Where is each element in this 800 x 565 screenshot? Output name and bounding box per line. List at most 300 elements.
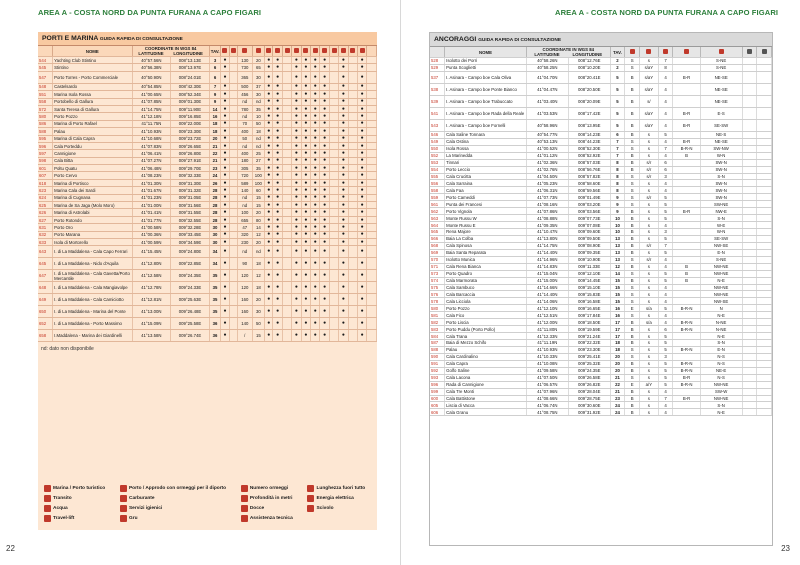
icon-header-lunghezza <box>252 46 265 57</box>
table-row <box>430 340 772 347</box>
row-name: Tinnari <box>445 159 527 166</box>
row-tav: 20 <box>610 367 625 374</box>
table-row <box>430 409 772 416</box>
row-name: I. di La Maddalena - Cala Camiciotto <box>53 294 132 306</box>
row-profondita: 5 <box>658 381 673 388</box>
row-servizi: ● <box>311 258 320 270</box>
row-fondale: B <box>625 319 640 326</box>
row-transito: ● <box>265 231 273 238</box>
row-lunghezza: 12 <box>252 231 265 238</box>
row-profondita <box>282 135 291 142</box>
row-esposizione: E-S <box>700 107 742 119</box>
row-profondita: 5 <box>658 333 673 340</box>
row-tav: 8 <box>610 166 625 173</box>
row-carburante: ● <box>273 120 282 127</box>
row-name: Cala Sarraina <box>445 180 527 187</box>
row-tav: 16 <box>610 312 625 319</box>
row-tenuta: s <box>639 340 658 347</box>
row-lon: 009°11.33E <box>568 263 610 270</box>
row-extra <box>757 340 772 347</box>
row-travel-lift: ● <box>339 270 348 282</box>
row-lat: 41°09.58N <box>526 367 568 374</box>
row-assistenza: ● <box>357 202 366 209</box>
row-docce: ● <box>320 113 329 120</box>
legend-label: Acqua <box>53 506 68 511</box>
row-tenuta: s <box>639 152 658 159</box>
row-lat: 41°13.80N <box>526 235 568 242</box>
row-gru <box>348 128 357 135</box>
row-name: Rada di Cannigione <box>445 381 527 388</box>
row-profondita: 5 <box>658 305 673 312</box>
row-tenuta: s/a <box>639 319 658 326</box>
row-carburante: ● <box>273 187 282 194</box>
row-name: Cala Ostina <box>445 138 527 145</box>
row-fondale: B <box>625 83 640 95</box>
row-tav: 8 <box>610 187 625 194</box>
row-scivolo <box>329 306 338 318</box>
row-gru <box>348 294 357 306</box>
row-acqua: ● <box>301 330 310 342</box>
row-travel-lift: ● <box>339 282 348 294</box>
row-docce: ● <box>320 318 329 330</box>
row-extra <box>742 409 757 416</box>
table-row <box>38 179 377 186</box>
row-lon: 009°01.49E <box>568 194 610 201</box>
row-lat: 41°04.50N <box>526 173 568 180</box>
row-number: 545 <box>38 64 53 71</box>
row-lon: 009°28.04E <box>568 388 610 395</box>
row-lat: 40°50.90N <box>132 71 171 83</box>
row-extra <box>367 231 377 238</box>
row-energia: ● <box>292 57 301 64</box>
row-number: 649 <box>38 294 53 306</box>
row-tav: 35 <box>209 282 220 294</box>
row-lon: 009°08.90E <box>568 242 610 249</box>
row-esposizione: NE-SE <box>700 95 742 107</box>
row-servizi <box>673 64 700 71</box>
row-profondita: 6 <box>658 166 673 173</box>
row-tav: 12 <box>610 263 625 270</box>
row-profondita: 7 <box>658 145 673 152</box>
row-number: 598 <box>38 157 53 164</box>
row-travel-lift: ● <box>339 135 348 142</box>
table-row <box>38 318 377 330</box>
row-energia: ● <box>292 150 301 157</box>
row-gru <box>348 209 357 216</box>
row-lunghezza: 80 <box>252 216 265 223</box>
row-docce: ● <box>320 128 329 135</box>
row-fondale: B <box>625 388 640 395</box>
row-scivolo <box>329 64 338 71</box>
row-lunghezza: 15 <box>252 194 265 201</box>
row-lon: 009°25.41E <box>568 353 610 360</box>
row-profondita <box>282 172 291 179</box>
row-tav: 15 <box>610 277 625 284</box>
row-gru <box>348 150 357 157</box>
row-servizi: B-R-N <box>673 360 700 367</box>
row-lon: 009°01.30E <box>171 98 210 105</box>
row-extra <box>757 95 772 107</box>
table-row <box>38 224 377 231</box>
row-carburante: ● <box>273 282 282 294</box>
row-tav: 28 <box>209 202 220 209</box>
row-marina: ● <box>221 318 229 330</box>
row-tav: 8 <box>610 180 625 187</box>
row-lat: 41°12.81N <box>132 294 171 306</box>
row-tav: 13 <box>610 235 625 242</box>
table-row <box>430 159 772 166</box>
row-number: 587 <box>430 340 445 347</box>
row-assistenza: ● <box>357 216 366 223</box>
row-profondita: 4 <box>658 83 673 95</box>
row-tenuta: s <box>639 215 658 222</box>
row-name: Rena Majore <box>445 229 527 236</box>
row-scivolo <box>329 224 338 231</box>
row-approdo <box>229 150 237 157</box>
row-fondale: S <box>625 291 640 298</box>
row-tenuta: s <box>639 395 658 402</box>
row-energia: ● <box>292 64 301 71</box>
row-name: Cala Licciola <box>445 298 527 305</box>
row-tenuta: s/ <box>639 95 658 107</box>
row-esposizione: N-E <box>700 409 742 416</box>
row-carburante: ● <box>273 71 282 83</box>
row-tenuta: s <box>639 58 658 65</box>
row-tav: 26 <box>209 179 220 186</box>
row-profondita: 3 <box>658 173 673 180</box>
row-scivolo <box>329 282 338 294</box>
row-servizi: ● <box>311 64 320 71</box>
row-marina: ● <box>221 71 229 83</box>
row-number: 543 <box>430 119 445 131</box>
row-energia: ● <box>292 98 301 105</box>
row-lat: 41°07.96N <box>526 388 568 395</box>
row-energia: ● <box>292 282 301 294</box>
row-scivolo <box>329 128 338 135</box>
section-subtitle: GUIDA RAPIDA DI CONSULTAZIONE <box>478 38 562 43</box>
row-lon: 009°31.55E <box>171 209 210 216</box>
row-number: 553 <box>430 159 445 166</box>
row-lat: 41°02.76N <box>526 166 568 173</box>
row-fondale: B <box>625 367 640 374</box>
row-assistenza: ● <box>357 209 366 216</box>
row-tav: 24 <box>610 402 625 409</box>
row-energia: ● <box>292 306 301 318</box>
row-approdo <box>229 142 237 149</box>
row-servizi: B-R <box>673 395 700 402</box>
row-approdo <box>229 330 237 342</box>
icon-header-servizi <box>311 46 320 57</box>
row-transito: ● <box>265 282 273 294</box>
row-tenuta: a/Y <box>639 381 658 388</box>
row-extra <box>742 242 757 249</box>
row-tenuta: s <box>639 222 658 229</box>
row-acqua: ● <box>301 318 310 330</box>
row-lunghezza: 12 <box>252 270 265 282</box>
row-tav: 20 <box>610 360 625 367</box>
row-fondale: B <box>625 166 640 173</box>
row-ormeggi: 50 <box>237 135 252 142</box>
row-servizi: ● <box>311 270 320 282</box>
row-assistenza: ● <box>357 165 366 172</box>
row-tav: 28 <box>209 209 220 216</box>
row-gru <box>348 135 357 142</box>
row-gru <box>348 113 357 120</box>
row-ormeggi: 90 <box>237 258 252 270</box>
row-lon: 008°10.20E <box>568 64 610 71</box>
legend-icon <box>241 495 248 502</box>
row-extra <box>367 98 377 105</box>
table-row <box>430 215 772 222</box>
legend-icon <box>120 495 127 502</box>
row-extra <box>757 409 772 416</box>
row-tenuta: s <box>639 333 658 340</box>
row-lat: 41°07.86N <box>526 208 568 215</box>
row-profondita: 5 <box>658 194 673 201</box>
row-marina: ● <box>221 246 229 258</box>
row-profondita: 5 <box>658 346 673 353</box>
row-travel-lift: ● <box>339 187 348 194</box>
row-ormeggi: 589 <box>237 179 252 186</box>
table-row <box>38 270 377 282</box>
row-lon: 009°21.24E <box>568 333 610 340</box>
row-approdo <box>229 172 237 179</box>
row-assistenza: ● <box>357 172 366 179</box>
table-row <box>38 216 377 223</box>
row-name: Marina di Cugnana <box>53 194 132 201</box>
row-tav: 21 <box>610 374 625 381</box>
row-extra <box>757 194 772 201</box>
row-docce: ● <box>320 330 329 342</box>
row-docce: ● <box>320 294 329 306</box>
table-row <box>38 209 377 216</box>
row-extra <box>742 256 757 263</box>
row-lat: 41°11.75N <box>132 120 171 127</box>
row-servizi: ● <box>311 231 320 238</box>
row-servizi <box>673 284 700 291</box>
col-name: NOME <box>445 47 527 58</box>
row-transito: ● <box>265 238 273 245</box>
row-gru <box>348 172 357 179</box>
row-profondita: 6 <box>658 326 673 333</box>
row-number: 586 <box>38 120 53 127</box>
icon-header-marina <box>221 46 229 57</box>
row-servizi <box>673 388 700 395</box>
row-tav: 10 <box>610 215 625 222</box>
col-lat: LATITUDINE <box>534 52 560 57</box>
row-extra <box>367 209 377 216</box>
row-profondita: 4 <box>658 222 673 229</box>
row-energia: ● <box>292 231 301 238</box>
row-marina: ● <box>221 330 229 342</box>
row-lon: 009°26.82E <box>568 381 610 388</box>
row-profondita: 5 <box>658 277 673 284</box>
row-profondita <box>282 246 291 258</box>
row-profondita: 5 <box>658 270 673 277</box>
row-assistenza: ● <box>357 128 366 135</box>
row-tav: 15 <box>610 298 625 305</box>
row-extra <box>367 318 377 330</box>
row-ormeggi: nd <box>237 113 252 120</box>
row-lat: 41°12.18N <box>132 113 171 120</box>
row-tenuta: s/aY <box>639 64 658 71</box>
row-servizi: B-R-N <box>673 381 700 388</box>
row-docce: ● <box>320 258 329 270</box>
row-number: 626 <box>38 209 53 216</box>
row-number: 632 <box>38 231 53 238</box>
row-marina: ● <box>221 172 229 179</box>
row-number: 590 <box>430 353 445 360</box>
row-gru <box>348 105 357 112</box>
row-name: I. Asinara - Campo boe Ponte Bianco <box>445 83 527 95</box>
row-approdo <box>229 246 237 258</box>
table-row <box>38 172 377 179</box>
row-extra <box>757 249 772 256</box>
table-row <box>430 367 772 374</box>
row-extra <box>757 107 772 119</box>
row-lon: 008°14.23E <box>568 131 610 138</box>
row-tav: 28 <box>209 187 220 194</box>
row-servizi: B <box>673 277 700 284</box>
legend-item <box>241 495 302 502</box>
row-transito: ● <box>265 142 273 149</box>
row-lon: 009°22.32E <box>568 340 610 347</box>
row-tenuta: s <box>639 367 658 374</box>
legend-label: Transito <box>53 496 72 501</box>
row-lat: 40°56.38N <box>132 64 171 71</box>
row-servizi: ● <box>311 216 320 223</box>
row-tenuta: s <box>639 291 658 298</box>
table-row <box>430 235 772 242</box>
row-travel-lift: ● <box>339 71 348 83</box>
row-profondita: 3 <box>658 353 673 360</box>
row-servizi <box>673 194 700 201</box>
row-tenuta: s/aY <box>639 71 658 83</box>
table-row <box>430 270 772 277</box>
row-tenuta: s/a <box>639 305 658 312</box>
row-servizi <box>673 173 700 180</box>
row-extra <box>742 298 757 305</box>
row-lon: 009°28.75E <box>568 395 610 402</box>
row-tav: 5 <box>610 107 625 119</box>
row-approdo <box>229 194 237 201</box>
row-tav: 2 <box>610 58 625 65</box>
row-acqua: ● <box>301 105 310 112</box>
row-carburante: ● <box>273 98 282 105</box>
row-lunghezza: 20 <box>252 294 265 306</box>
row-profondita: 4 <box>658 95 673 107</box>
row-fondale: B <box>625 242 640 249</box>
row-esposizione: S-NE <box>700 256 742 263</box>
row-lon: 008°24.01E <box>171 71 210 83</box>
row-extra <box>742 64 757 71</box>
row-carburante: ● <box>273 105 282 112</box>
row-extra <box>367 224 377 231</box>
row-lat: 41°01.41N <box>132 209 171 216</box>
row-lunghezza: 35 <box>252 165 265 172</box>
row-travel-lift: ● <box>339 209 348 216</box>
row-docce: ● <box>320 202 329 209</box>
table-row <box>38 64 377 71</box>
row-lon: 009°09.50E <box>568 235 610 242</box>
row-lon: 009°31.30E <box>171 179 210 186</box>
row-esposizione: N-NE <box>700 319 742 326</box>
row-lunghezza: 100 <box>252 179 265 186</box>
row-name: I. di La Maddalena - Cala Mangiavolpe <box>53 282 132 294</box>
row-extra <box>757 298 772 305</box>
row-name: Porto Quadro <box>445 270 527 277</box>
row-extra <box>367 142 377 149</box>
row-assistenza: ● <box>357 238 366 245</box>
row-lon: 009°25.32E <box>568 360 610 367</box>
row-tav: 20 <box>610 353 625 360</box>
row-lon: 009°22.85E <box>171 258 210 270</box>
row-carburante: ● <box>273 57 282 64</box>
row-extra <box>757 305 772 312</box>
row-extra <box>757 145 772 152</box>
row-name: Porto Cameddi <box>445 194 527 201</box>
row-extra <box>367 91 377 98</box>
row-ormeggi: nd <box>237 246 252 258</box>
row-scivolo <box>329 71 338 83</box>
row-lon: 008°20.50E <box>568 83 610 95</box>
legend-item <box>241 505 302 512</box>
row-travel-lift: ● <box>339 150 348 157</box>
row-lon: 009°09.35E <box>568 249 610 256</box>
row-number: 547 <box>38 71 53 83</box>
row-assistenza: ● <box>357 306 366 318</box>
row-scivolo <box>329 187 338 194</box>
row-servizi <box>673 353 700 360</box>
row-carburante: ● <box>273 83 282 90</box>
row-profondita <box>282 150 291 157</box>
icon-header-approdo <box>229 46 237 57</box>
legend-item <box>241 515 302 522</box>
row-ormeggi: 160 <box>237 306 252 318</box>
row-ormeggi: 500 <box>237 83 252 90</box>
row-scivolo <box>329 294 338 306</box>
row-lat: 41°11.19N <box>526 340 568 347</box>
row-name: Porto Oro <box>53 224 132 231</box>
table-row <box>430 145 772 152</box>
row-lunghezza: nd <box>252 246 265 258</box>
row-lon: 009°24.35E <box>568 367 610 374</box>
row-tav: 20 <box>209 135 220 142</box>
row-lon: 009°31.92E <box>568 409 610 416</box>
row-assistenza: ● <box>357 71 366 83</box>
row-tenuta: s <box>639 374 658 381</box>
row-name: Marina di Portisco <box>53 179 132 186</box>
row-extra <box>757 166 772 173</box>
row-marina: ● <box>221 128 229 135</box>
row-extra <box>367 194 377 201</box>
table-row <box>430 131 772 138</box>
row-esposizione: NW-NE <box>700 381 742 388</box>
row-tenuta: s <box>639 131 658 138</box>
row-lon: 009°07.08E <box>568 222 610 229</box>
row-name: Castelsardo <box>53 83 132 90</box>
table-row <box>430 229 772 236</box>
row-extra <box>367 128 377 135</box>
icon-header-profondita <box>282 46 291 57</box>
row-number: 576 <box>430 291 445 298</box>
row-tav: 14 <box>610 270 625 277</box>
row-scivolo <box>329 91 338 98</box>
row-transito: ● <box>265 105 273 112</box>
row-extra <box>742 201 757 208</box>
row-lat: 41°00.52N <box>526 145 568 152</box>
section-header <box>38 32 377 46</box>
